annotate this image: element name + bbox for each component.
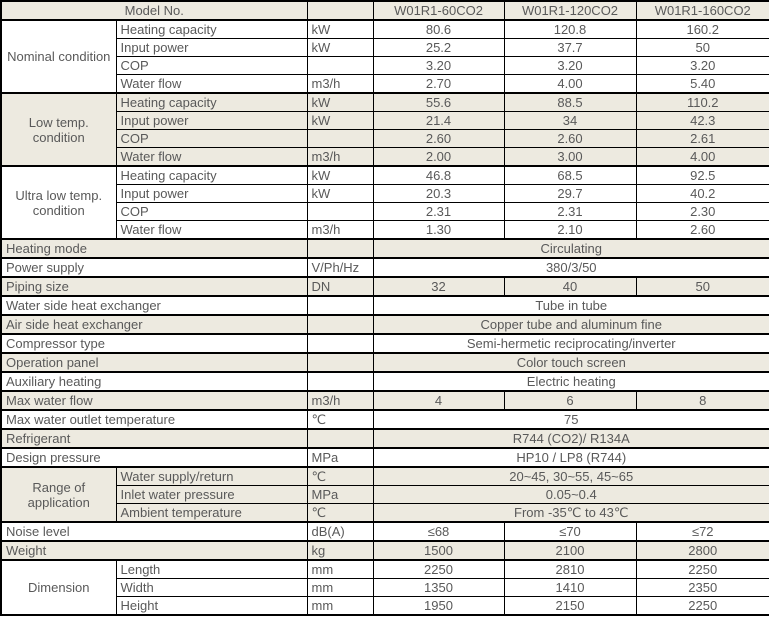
unit-cell: [307, 296, 373, 315]
group-label: Ultra low temp. condition: [1, 166, 116, 239]
value-cell: 34: [504, 112, 636, 130]
value-cell: 2.10: [504, 221, 636, 240]
unit-cell: ℃: [307, 504, 373, 523]
value-cell: Copper tube and aluminum fine: [373, 315, 769, 334]
unit-cell: kW: [307, 20, 373, 39]
value-cell: 2250: [373, 560, 504, 579]
group-label: Range of application: [1, 467, 116, 522]
unit-cell: [307, 203, 373, 221]
value-cell: 42.3: [636, 112, 769, 130]
value-cell: 2250: [636, 560, 769, 579]
value-cell: R744 (CO2)/ R134A: [373, 429, 769, 448]
spec-label: Air side heat exchanger: [1, 315, 307, 334]
unit-cell: ℃: [307, 467, 373, 486]
table-row: [1, 522, 769, 541]
value-cell: 1.30: [373, 221, 504, 240]
unit-cell: [307, 315, 373, 334]
unit-cell: [307, 239, 373, 258]
param-label: Ambient temperature: [116, 504, 307, 523]
spec-label: Refrigerant: [1, 429, 307, 448]
table-row: [1, 448, 769, 467]
param-label: Input power: [116, 112, 307, 130]
value-cell: 2.60: [636, 221, 769, 240]
value-cell: 50: [636, 277, 769, 296]
table-row: [1, 486, 769, 504]
spec-label: Design pressure: [1, 448, 307, 467]
unit-cell: MPa: [307, 486, 373, 504]
unit-cell: kW: [307, 93, 373, 112]
table-row: [1, 75, 769, 94]
value-cell: 21.4: [373, 112, 504, 130]
table-row: [1, 391, 769, 410]
spec-label: Power supply: [1, 258, 307, 277]
value-cell: 46.8: [373, 166, 504, 185]
value-cell: 40: [504, 277, 636, 296]
value-cell: 3.20: [373, 57, 504, 75]
unit-cell: dB(A): [307, 522, 373, 541]
value-cell: 2250: [636, 597, 769, 616]
value-cell: Semi-hermetic reciprocating/inverter: [373, 334, 769, 353]
value-cell: 2.61: [636, 130, 769, 148]
unit-cell: mm: [307, 560, 373, 579]
unit-cell: m3/h: [307, 148, 373, 167]
spec-label: Noise level: [1, 522, 307, 541]
value-cell: Circulating: [373, 239, 769, 258]
unit-cell: kg: [307, 541, 373, 560]
model-name: W01R1-120CO2: [504, 1, 636, 20]
value-cell: 3.00: [504, 148, 636, 167]
table-row: [1, 560, 769, 579]
table-row: [1, 467, 769, 486]
table-row: [1, 334, 769, 353]
table-row: [1, 20, 769, 39]
unit-cell: kW: [307, 185, 373, 203]
model-name: W01R1-160CO2: [636, 1, 769, 20]
value-cell: 2.60: [504, 130, 636, 148]
table-row: [1, 504, 769, 523]
table-row: [1, 203, 769, 221]
unit-cell: m3/h: [307, 391, 373, 410]
group-label: Nominal condition: [1, 20, 116, 93]
value-cell: 4: [373, 391, 504, 410]
value-cell: 88.5: [504, 93, 636, 112]
group-label: Dimension: [1, 560, 116, 615]
value-cell: 5.40: [636, 75, 769, 94]
spec-label: Max water outlet temperature: [1, 410, 307, 429]
param-label: Height: [116, 597, 307, 616]
param-label: Width: [116, 579, 307, 597]
unit-cell: kW: [307, 166, 373, 185]
param-label: Water supply/return: [116, 467, 307, 486]
value-cell: Electric heating: [373, 372, 769, 391]
value-cell: 2810: [504, 560, 636, 579]
value-cell: 20~45, 30~55, 45~65: [373, 467, 769, 486]
table-row: [1, 277, 769, 296]
value-cell: 2100: [504, 541, 636, 560]
spec-label: Weight: [1, 541, 307, 560]
value-cell: ≤72: [636, 522, 769, 541]
value-cell: 68.5: [504, 166, 636, 185]
table-row: [1, 39, 769, 57]
unit-cell: [307, 57, 373, 75]
value-cell: 2.31: [373, 203, 504, 221]
value-cell: 4.00: [504, 75, 636, 94]
value-cell: ≤70: [504, 522, 636, 541]
unit-cell: m3/h: [307, 75, 373, 94]
value-cell: Tube in tube: [373, 296, 769, 315]
unit-cell: [307, 130, 373, 148]
unit-cell: [307, 372, 373, 391]
spec-label: Operation panel: [1, 353, 307, 372]
value-cell: 0.05~0.4: [373, 486, 769, 504]
param-label: COP: [116, 130, 307, 148]
value-cell: HP10 / LP8 (R744): [373, 448, 769, 467]
unit-cell: kW: [307, 112, 373, 130]
spec-label: Water side heat exchanger: [1, 296, 307, 315]
value-cell: 110.2: [636, 93, 769, 112]
table-row: [1, 353, 769, 372]
table-row: [1, 112, 769, 130]
table-row: [1, 221, 769, 240]
value-cell: 1950: [373, 597, 504, 616]
spec-label: Compressor type: [1, 334, 307, 353]
table-row: [1, 372, 769, 391]
unit-cell: [307, 353, 373, 372]
header-row: [1, 1, 769, 20]
model-name: W01R1-60CO2: [373, 1, 504, 20]
header-unit-cell: [307, 1, 373, 20]
unit-cell: V/Ph/Hz: [307, 258, 373, 277]
unit-cell: mm: [307, 579, 373, 597]
value-cell: 1500: [373, 541, 504, 560]
value-cell: 2150: [504, 597, 636, 616]
param-label: Water flow: [116, 75, 307, 94]
value-cell: 8: [636, 391, 769, 410]
param-label: Input power: [116, 39, 307, 57]
param-label: Input power: [116, 185, 307, 203]
value-cell: 55.6: [373, 93, 504, 112]
param-label: COP: [116, 57, 307, 75]
value-cell: 29.7: [504, 185, 636, 203]
unit-cell: m3/h: [307, 221, 373, 240]
value-cell: ≤68: [373, 522, 504, 541]
value-cell: 37.7: [504, 39, 636, 57]
unit-cell: [307, 429, 373, 448]
param-label: Water flow: [116, 221, 307, 240]
value-cell: 3.20: [636, 57, 769, 75]
table-row: [1, 410, 769, 429]
unit-cell: DN: [307, 277, 373, 296]
table-row: [1, 93, 769, 112]
table-row: [1, 258, 769, 277]
value-cell: 32: [373, 277, 504, 296]
table-row: [1, 239, 769, 258]
param-label: Inlet water pressure: [116, 486, 307, 504]
group-label: Low temp. condition: [1, 93, 116, 166]
value-cell: 6: [504, 391, 636, 410]
value-cell: 2.31: [504, 203, 636, 221]
param-label: Water flow: [116, 148, 307, 167]
table-row: [1, 185, 769, 203]
param-label: Heating capacity: [116, 166, 307, 185]
table-row: [1, 166, 769, 185]
table-row: [1, 315, 769, 334]
value-cell: 1410: [504, 579, 636, 597]
unit-cell: [307, 334, 373, 353]
spec-label: Max water flow: [1, 391, 307, 410]
param-label: Length: [116, 560, 307, 579]
unit-cell: MPa: [307, 448, 373, 467]
param-label: COP: [116, 203, 307, 221]
value-cell: 2.30: [636, 203, 769, 221]
value-cell: 75: [373, 410, 769, 429]
value-cell: 92.5: [636, 166, 769, 185]
spec-label: Piping size: [1, 277, 307, 296]
table-row: [1, 429, 769, 448]
value-cell: Color touch screen: [373, 353, 769, 372]
value-cell: 2350: [636, 579, 769, 597]
table-row: [1, 579, 769, 597]
value-cell: 20.3: [373, 185, 504, 203]
value-cell: 50: [636, 39, 769, 57]
spec-label: Heating mode: [1, 239, 307, 258]
spec-label: Auxiliary heating: [1, 372, 307, 391]
unit-cell: ℃: [307, 410, 373, 429]
value-cell: 25.2: [373, 39, 504, 57]
value-cell: 3.20: [504, 57, 636, 75]
table-row: [1, 148, 769, 167]
table-row: [1, 296, 769, 315]
value-cell: 80.6: [373, 20, 504, 39]
value-cell: 160.2: [636, 20, 769, 39]
value-cell: 1350: [373, 579, 504, 597]
unit-cell: mm: [307, 597, 373, 616]
value-cell: 2.00: [373, 148, 504, 167]
param-label: Heating capacity: [116, 93, 307, 112]
value-cell: 40.2: [636, 185, 769, 203]
table-row: [1, 130, 769, 148]
param-label: Heating capacity: [116, 20, 307, 39]
value-cell: 2.70: [373, 75, 504, 94]
value-cell: 380/3/50: [373, 258, 769, 277]
unit-cell: kW: [307, 39, 373, 57]
value-cell: 2800: [636, 541, 769, 560]
value-cell: 2.60: [373, 130, 504, 148]
table-row: [1, 541, 769, 560]
value-cell: 120.8: [504, 20, 636, 39]
table-row: [1, 57, 769, 75]
value-cell: 4.00: [636, 148, 769, 167]
table-row: [1, 597, 769, 616]
model-no-label: Model No.: [1, 1, 307, 20]
value-cell: From -35℃ to 43℃: [373, 504, 769, 523]
